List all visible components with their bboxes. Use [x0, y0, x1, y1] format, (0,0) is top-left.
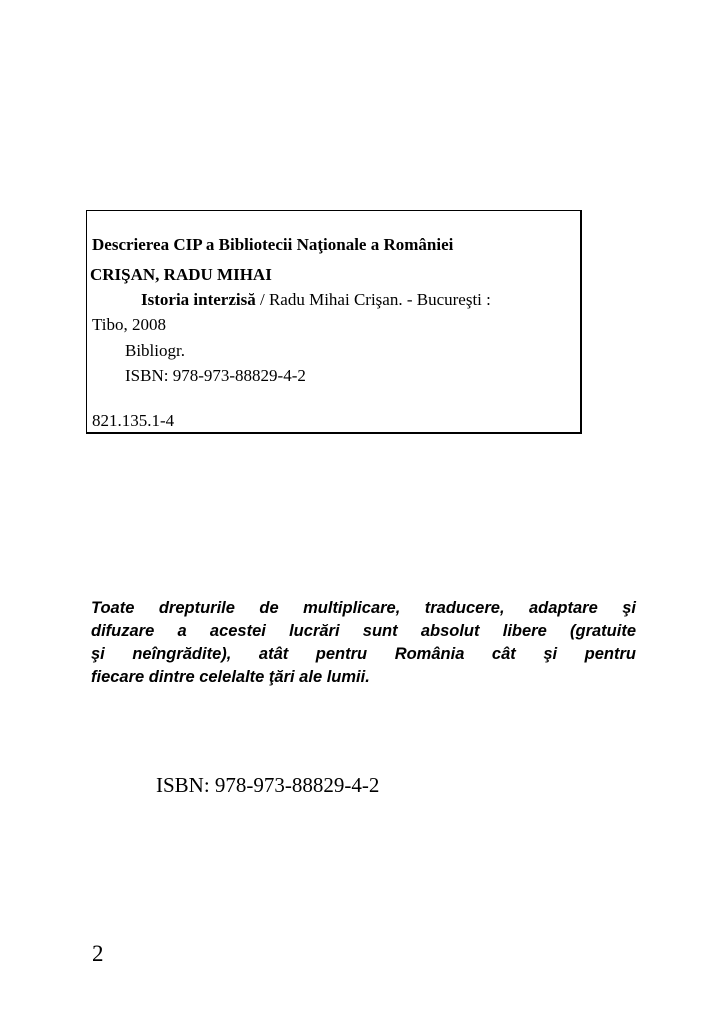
cip-isbn: ISBN: 978-973-88829-4-2 [125, 366, 306, 385]
cip-description-box [86, 210, 582, 434]
rights-line: Toate drepturile de multiplicare, traducere, adaptare şi [91, 599, 636, 617]
rights-line: fiecare dintre celelalte ţări ale lumii. [91, 668, 370, 686]
cip-publisher-year: Tibo, 2008 [92, 315, 167, 334]
cip-bibliography: Bibliogr. [125, 341, 185, 360]
cip-classification: 821.135.1-4 [92, 411, 175, 430]
rights-notice [91, 597, 636, 689]
cip-title-statement [141, 290, 491, 310]
cip-responsibility: / Radu Mihai Crişan. - Bucureşti : [255, 290, 491, 309]
cip-book-title: Istoria interzisă [141, 290, 256, 309]
page-number: 2 [92, 941, 104, 966]
rights-line: şi neîngrădite), atât pentru România cât şi pentru [91, 645, 636, 663]
rights-line: difuzare a acestei lucrări sunt absolut libere (gratuite [91, 622, 636, 640]
cip-header: Descrierea CIP a Bibliotecii Naţionale a României [92, 235, 454, 254]
cip-author: CRIŞAN, RADU MIHAI [90, 265, 272, 284]
isbn-main: ISBN: 978-973-88829-4-2 [156, 773, 380, 797]
